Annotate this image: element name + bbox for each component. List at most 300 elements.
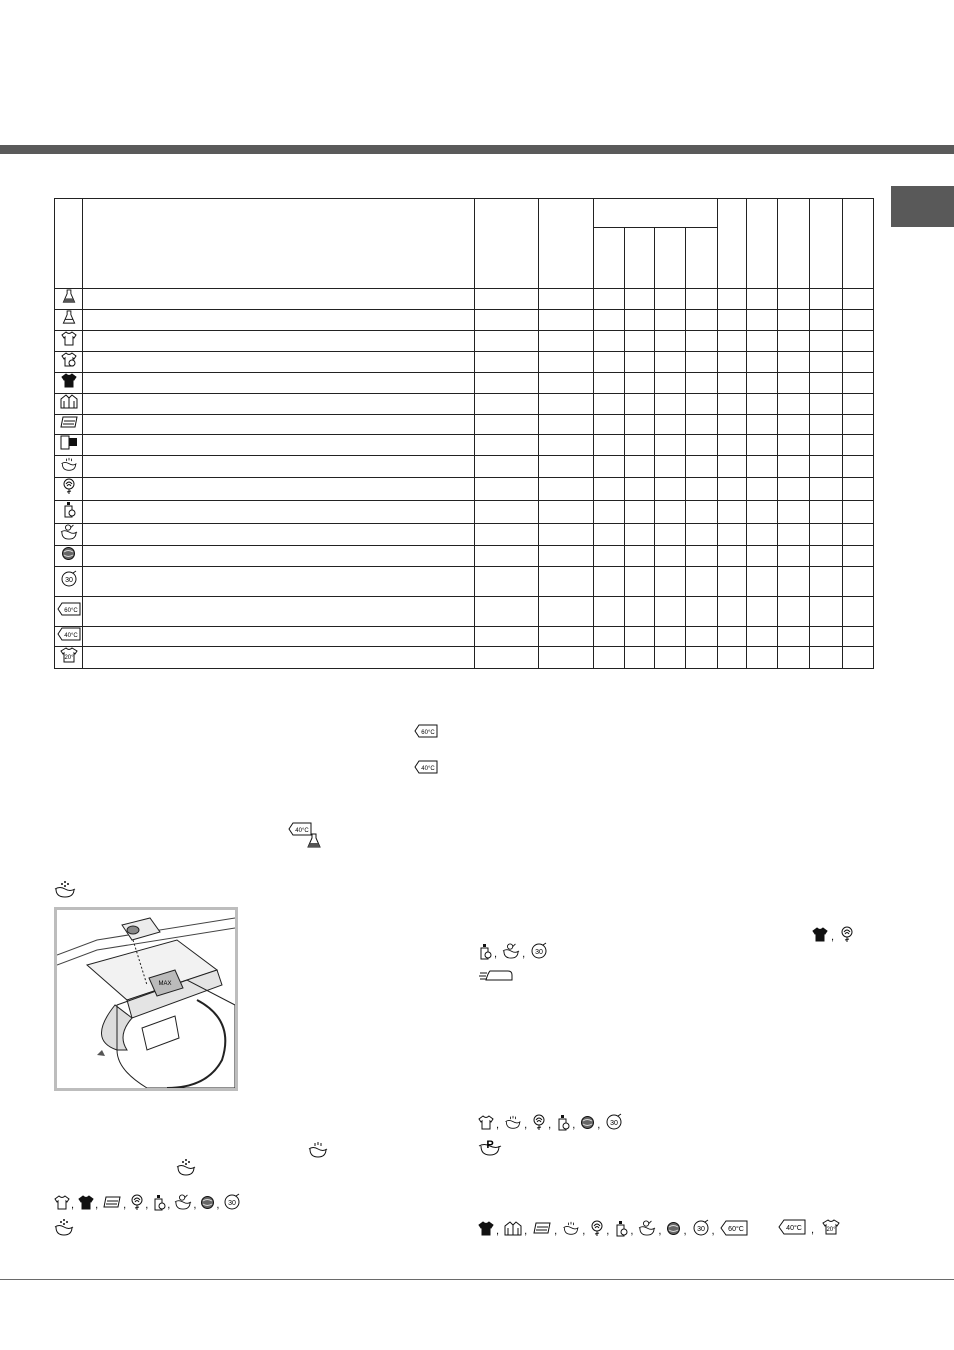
header-cell [475,199,539,289]
header-cell [539,199,594,289]
svg-text:20°: 20° [63,655,74,661]
table-cell [686,331,718,352]
table-cell [718,415,747,435]
dark-shirt-icon [61,373,77,393]
table-cell [778,647,810,669]
table-cell [718,310,747,331]
table-cell [843,435,874,456]
table-cell [843,373,874,394]
table-cell [475,310,539,331]
table-cell [778,597,810,627]
express-30-icon [605,1113,623,1136]
table-cell [625,373,655,394]
svg-text:30: 30 [610,1120,619,1127]
programme-icon-cell [55,597,83,627]
table-cell [475,373,539,394]
table-cell [747,435,778,456]
table-row [55,415,874,435]
table-cell [843,394,874,415]
table-cell [475,435,539,456]
table-cell [718,435,747,456]
table-cell [83,435,475,456]
table-cell [655,289,686,310]
table-cell [594,524,625,546]
table-cell [655,415,686,435]
table-cell [747,524,778,546]
table-cell [686,394,718,415]
table-cell [83,478,475,501]
table-cell [655,394,686,415]
header-bar [0,145,954,154]
icon-separator: , [711,1224,715,1237]
table-cell [475,647,539,669]
table-cell [810,289,843,310]
table-cell [686,597,718,627]
table-cell [83,310,475,331]
option-icon-group [778,1219,840,1240]
table-cell [83,352,475,373]
table-cell [843,647,874,669]
table-row [55,435,874,456]
table-cell [655,331,686,352]
svg-text:30: 30 [228,1200,237,1207]
table-cell [747,567,778,597]
table-cell [625,567,655,597]
table-cell [747,546,778,567]
table-cell [686,546,718,567]
icon-separator: , [145,1198,149,1211]
table-cell [83,524,475,546]
table-cell [686,289,718,310]
table-cell [747,501,778,524]
baby-bottle-icon [478,943,492,965]
table-cell [655,597,686,627]
eco-40-tag-icon [414,760,438,779]
option-icon-group [478,1219,748,1242]
svg-text:40°C: 40°C [63,633,78,639]
table-cell [747,597,778,627]
express-30-icon [692,1219,710,1242]
eco-60-tag-icon [414,724,438,743]
table-cell [747,647,778,669]
table-cell [810,597,843,627]
icon-separator: , [496,1118,500,1131]
table-cell [843,331,874,352]
table-cell [778,331,810,352]
programme-icon-cell [55,415,83,435]
table-cell [810,394,843,415]
dark-shirt-icon [478,1221,494,1241]
table-cell [594,310,625,331]
table-cell [83,647,475,669]
compatible-programmes-icon-row [54,1193,241,1216]
hand-wash-tub-icon [308,1141,328,1164]
wool-yarn-icon [532,1114,546,1136]
prewash-tub-icon [176,1158,196,1181]
table-cell [539,352,594,373]
footer-rule [0,1279,954,1280]
table-cell [594,289,625,310]
table-row [55,597,874,627]
table-cell [475,289,539,310]
table-cell [539,394,594,415]
table-cell [83,289,475,310]
table-row [55,627,874,647]
header-subcell [655,228,686,289]
table-cell [747,373,778,394]
rinse-hold-icon [478,1137,502,1162]
express-30-icon [60,570,78,593]
table-cell [539,524,594,546]
header-subcell [686,228,718,289]
flask-outline-icon [62,310,76,330]
table-cell [83,501,475,524]
table-cell [539,289,594,310]
table-cell [810,501,843,524]
table-cell [625,647,655,669]
icon-separator: , [597,1118,601,1131]
table-cell [655,435,686,456]
flask-icon [62,289,76,309]
table-cell [475,456,539,478]
prewash-tub-icon [54,880,76,903]
table-cell [475,597,539,627]
icon-separator: , [522,947,526,960]
table-cell [539,647,594,669]
programme-icon-cell [55,647,83,669]
table-cell [655,373,686,394]
table-cell [810,627,843,647]
easy-iron-icon [478,967,514,988]
cold-20-shirt-icon [60,647,78,668]
table-cell [625,310,655,331]
synthetic-jacket-icon [504,1221,522,1241]
table-cell [625,415,655,435]
dark-shirt-icon [812,927,828,947]
table-cell [655,524,686,546]
table-cell [655,352,686,373]
eco-60-tag-icon [57,602,81,621]
table-cell [625,478,655,501]
table-cell [594,331,625,352]
icon-separator: , [683,1224,687,1237]
table-cell [747,478,778,501]
table-row [55,310,874,331]
table-cell [594,627,625,647]
programme-icon-cell [55,289,83,310]
table-cell [778,289,810,310]
table-cell [539,597,594,627]
table-cell [747,415,778,435]
header-cell [55,199,83,289]
hand-wash-tub-icon [60,457,78,477]
table-cell [539,627,594,647]
table-cell [475,415,539,435]
table-cell [778,478,810,501]
table-cell [718,501,747,524]
icon-separator: , [572,1118,576,1131]
table-cell [718,524,747,546]
table-cell [475,546,539,567]
table-cell [475,478,539,501]
table-cell [843,524,874,546]
wool-yarn-icon [590,1220,604,1242]
hand-wash-tub-icon [562,1221,580,1241]
table-cell [843,546,874,567]
table-cell [686,456,718,478]
header-cell [810,199,843,289]
hand-wash-tub-icon [504,1115,522,1135]
table-cell [778,524,810,546]
wool-yarn-icon [62,478,76,500]
table-cell [539,478,594,501]
table-cell [83,597,475,627]
table-cell [83,415,475,435]
table-cell [778,394,810,415]
header-subcell [625,228,655,289]
svg-text:60°C: 60°C [63,608,78,614]
icon-separator: , [71,1198,75,1211]
towel-icon [102,1195,122,1214]
table-cell [83,546,475,567]
table-cell [539,373,594,394]
table-cell [686,501,718,524]
table-cell [686,352,718,373]
icon-separator: , [95,1198,99,1211]
table-cell [843,627,874,647]
programme-icon-cell [55,310,83,331]
table-cell [686,478,718,501]
table-cell [778,415,810,435]
table-cell [718,456,747,478]
flask-icon [307,833,321,854]
table-cell [594,478,625,501]
table-cell [625,289,655,310]
header-subcell [594,228,625,289]
programme-icon-cell [55,627,83,647]
table-cell [778,501,810,524]
table-cell [718,647,747,669]
detergent-drawer-illustration [54,907,238,1091]
icon-separator: , [494,947,498,960]
table-cell [475,524,539,546]
towel-icon [59,415,79,434]
table-cell [594,567,625,597]
svg-text:40°C: 40°C [421,766,435,772]
table-cell [810,524,843,546]
programme-icon-cell [55,501,83,524]
table-cell [778,546,810,567]
table-cell [625,524,655,546]
header-cell [83,199,475,289]
synthetic-jacket-icon [60,394,78,414]
table-cell [810,647,843,669]
table-cell [718,478,747,501]
programme-icon-cell [55,524,83,546]
programme-icon-cell [55,331,83,352]
svg-text:30: 30 [64,577,73,584]
table-row [55,647,874,669]
table-cell [594,546,625,567]
icon-separator: , [216,1198,220,1211]
table-cell [475,627,539,647]
table-row [55,501,874,524]
icon-separator: , [167,1198,171,1211]
express-30-icon [223,1193,241,1216]
programme-icon-cell [55,546,83,567]
table-cell [594,456,625,478]
table-cell [843,478,874,501]
table-cell [747,352,778,373]
programme-icon-cell [55,478,83,501]
table-cell [475,501,539,524]
svg-text:60°C: 60°C [727,1226,744,1233]
table-cell [718,567,747,597]
table-cell [686,415,718,435]
table-cell [594,352,625,373]
programme-icon-cell [55,456,83,478]
table-cell [83,331,475,352]
option-icon-group [812,926,854,948]
table-cell [810,331,843,352]
table-cell [539,456,594,478]
big-eco-60-tag-icon [720,1220,748,1241]
table-cell [747,456,778,478]
svg-text:20°: 20° [826,1227,836,1233]
programme-table [54,198,874,669]
icon-separator: , [606,1224,610,1237]
icon-separator: , [630,1224,634,1237]
icon-separator: , [582,1224,586,1237]
table-cell [718,627,747,647]
duvet-ball-icon [61,546,76,566]
prewash-tub-icon [54,1218,74,1241]
table-cell [810,310,843,331]
programme-icon-cell [55,435,83,456]
table-cell [778,627,810,647]
table-cell [539,331,594,352]
table-cell [475,567,539,597]
language-tab[interactable] [891,186,954,227]
table-cell [778,373,810,394]
duvet-ball-icon [666,1221,681,1241]
icon-separator: , [811,1223,815,1236]
table-cell [686,524,718,546]
programme-icon-cell [55,567,83,597]
table-cell [718,394,747,415]
baby-bottle-icon [614,1220,628,1242]
table-cell [594,394,625,415]
table-cell [810,415,843,435]
table-cell [843,310,874,331]
table-cell [718,546,747,567]
table-cell [655,478,686,501]
icon-separator: , [524,1224,528,1237]
programme-icon-cell [55,394,83,415]
cotton-shirt-icon [478,1115,494,1135]
baby-bottle-icon [152,1194,166,1216]
table-row [55,524,874,546]
table-cell [686,627,718,647]
table-cell [843,415,874,435]
table-cell [83,373,475,394]
table-cell [625,394,655,415]
table-cell [625,435,655,456]
eco-40-tag-icon [57,627,81,646]
table-cell [778,352,810,373]
icon-separator: , [496,1224,500,1237]
table-row [55,546,874,567]
table-cell [655,567,686,597]
table-cell [810,567,843,597]
table-cell [686,647,718,669]
table-cell [539,435,594,456]
table-cell [686,310,718,331]
svg-text:40°C: 40°C [295,828,309,834]
table-cell [655,310,686,331]
table-cell [778,456,810,478]
table-cell [594,597,625,627]
table-cell [83,627,475,647]
icon-separator: , [193,1198,197,1211]
cotton-shirt-stain-icon [61,352,77,372]
table-cell [539,567,594,597]
option-icon-group [478,1113,623,1136]
table-cell [625,331,655,352]
dark-shirt-icon [78,1195,94,1215]
table-cell [843,456,874,478]
cotton-shirt-icon [54,1195,70,1215]
svg-text:30: 30 [535,949,544,956]
table-cell [475,352,539,373]
icon-separator: , [524,1118,528,1131]
duvet-ball-icon [200,1195,215,1215]
svg-text:60°C: 60°C [421,730,435,736]
table-row [55,352,874,373]
table-cell [539,415,594,435]
table-cell [625,352,655,373]
svg-text:40°C: 40°C [786,1225,802,1232]
table-cell [810,478,843,501]
table-cell [83,394,475,415]
wool-yarn-icon [840,926,854,948]
svg-text:30: 30 [696,1226,705,1233]
table-cell [718,331,747,352]
mixed-cupboard-icon [60,435,78,455]
header-cell [843,199,874,289]
table-row [55,394,874,415]
table-cell [810,352,843,373]
table-cell [747,289,778,310]
table-cell [655,456,686,478]
table-cell [778,567,810,597]
table-cell [655,627,686,647]
table-cell [810,435,843,456]
table-cell [83,567,475,597]
table-cell [686,373,718,394]
table-row [55,478,874,501]
table-cell [594,501,625,524]
table-cell [843,567,874,597]
icon-separator: , [548,1118,552,1131]
table-cell [594,435,625,456]
cold-20-shirt-icon [822,1219,840,1240]
table-cell [625,456,655,478]
table-cell [778,435,810,456]
table-cell [843,352,874,373]
table-row [55,567,874,597]
table-cell [539,546,594,567]
